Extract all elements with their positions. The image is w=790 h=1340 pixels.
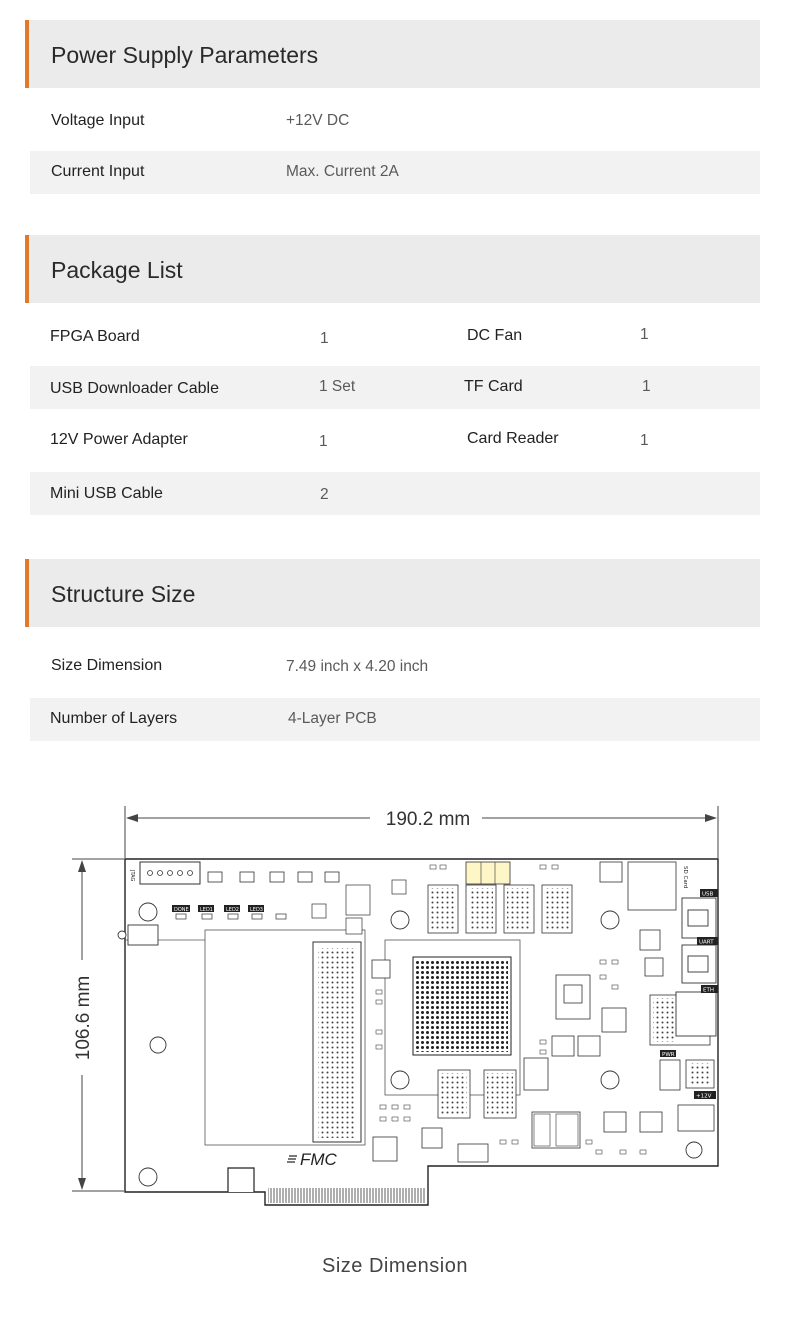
spec-row bbox=[30, 698, 760, 741]
jtag-label: JTAG bbox=[129, 870, 135, 882]
eth-label: ETH bbox=[703, 987, 714, 994]
section-title: Structure Size bbox=[51, 581, 196, 607]
power-section-header bbox=[25, 20, 760, 88]
spec-label: Size Dimension bbox=[51, 657, 163, 674]
package-qty: 1 bbox=[319, 433, 328, 450]
spec-value: 4-Layer PCB bbox=[288, 710, 377, 727]
width-dimension bbox=[125, 806, 718, 858]
package-row bbox=[30, 472, 760, 515]
usb-label: USB bbox=[702, 891, 714, 898]
package-row bbox=[30, 316, 760, 359]
highlight-chip bbox=[466, 862, 510, 884]
edge-connectors bbox=[676, 898, 716, 1036]
section-title: Power Supply Parameters bbox=[51, 42, 319, 68]
package-qty: 1 bbox=[320, 330, 329, 347]
led2-label: LED2 bbox=[226, 907, 239, 913]
fpga-chip bbox=[416, 960, 508, 1052]
package-item: FPGA Board bbox=[50, 328, 140, 345]
package-item: Card Reader bbox=[467, 430, 559, 447]
package-row bbox=[30, 366, 760, 409]
spec-row bbox=[30, 100, 760, 143]
led1-label: LED1 bbox=[200, 907, 213, 913]
led3-label: LED3 bbox=[250, 907, 263, 913]
package-qty: 1 bbox=[640, 326, 649, 343]
package-item: DC Fan bbox=[467, 327, 523, 344]
section-title: Package List bbox=[51, 257, 183, 283]
package-qty: 2 bbox=[320, 486, 329, 503]
package-item: USB Downloader Cable bbox=[50, 380, 219, 397]
package-qty: 1 Set bbox=[319, 378, 356, 395]
spec-value: 7.49 inch x 4.20 inch bbox=[286, 658, 429, 675]
fmc-connector bbox=[318, 948, 356, 1138]
uart-label: UART bbox=[699, 939, 714, 946]
sd-card-label: SD Card bbox=[682, 866, 688, 889]
package-item: TF Card bbox=[464, 378, 523, 395]
package-section-header bbox=[25, 235, 760, 303]
package-qty: 1 bbox=[640, 432, 649, 449]
height-label: 106.6 mm bbox=[73, 975, 94, 1061]
width-label: 190.2 mm bbox=[385, 809, 471, 830]
power-jack-label: +12V bbox=[696, 1093, 712, 1100]
structure-section-header bbox=[25, 559, 760, 627]
done-label: DONE bbox=[174, 907, 189, 913]
spec-label: Current Input bbox=[51, 163, 145, 180]
spec-row bbox=[30, 151, 760, 194]
height-dimension bbox=[72, 859, 124, 1191]
diagram-caption: Size Dimension bbox=[322, 1255, 468, 1277]
spec-value: +12V DC bbox=[286, 112, 350, 129]
package-row bbox=[30, 418, 760, 461]
pcie-gold-fingers bbox=[268, 1188, 426, 1203]
spec-label: Voltage Input bbox=[51, 112, 145, 129]
board-dimension-diagram bbox=[0, 790, 790, 1220]
package-item: 12V Power Adapter bbox=[50, 431, 188, 448]
spec-value: Max. Current 2A bbox=[286, 163, 399, 180]
fmc-logo: FMC bbox=[300, 1150, 337, 1169]
package-qty: 1 bbox=[642, 378, 651, 395]
spec-row bbox=[30, 644, 760, 687]
spec-label: Number of Layers bbox=[50, 710, 178, 727]
pwr-label: PWR bbox=[662, 1052, 675, 1058]
package-item: Mini USB Cable bbox=[50, 485, 163, 502]
